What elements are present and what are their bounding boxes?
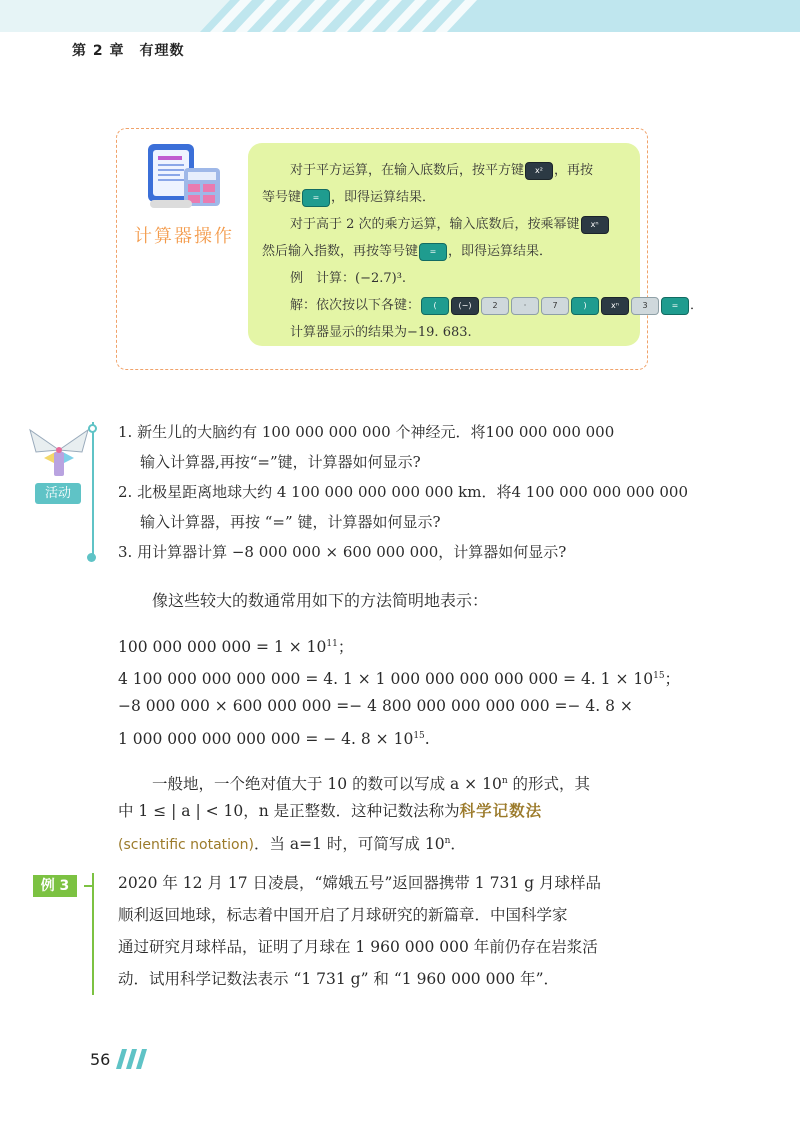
key-dot: · bbox=[511, 297, 539, 315]
scientific-notation-term: 科学记数法 bbox=[459, 802, 543, 820]
calculator-title: 计算器操作 bbox=[134, 226, 234, 247]
english-term: (scientific notation) bbox=[118, 837, 254, 854]
example-line-4: 动．试用科学记数法表示 “1 731 g” 和 “1 960 000 000 年”． bbox=[118, 970, 560, 988]
key-3: 3 bbox=[631, 297, 659, 315]
example-line-1: 2020 年 12 月 17 日凌晨，“嫦娥五号”返回器携带 1 731 g 月球样品 bbox=[118, 874, 601, 892]
key-close-paren: ) bbox=[571, 297, 599, 315]
activity-item-2-cont: 输入计算器，再按 “=” 键，计算器如何显示? bbox=[140, 513, 441, 531]
definition-line-2: 中 1 ≤ | a | < 10，n 是正整数．这种记数法称为科学记数法 bbox=[118, 802, 543, 820]
header-stripe-band bbox=[0, 0, 800, 32]
equation-1: 100 000 000 $000 = 1 \times 10^{11}$； bbox=[118, 638, 354, 657]
activity-rail-dot-top bbox=[88, 424, 97, 433]
example-line-2: 顺利返回地球，标志着中国开启了月球研究的新篇章．中国科学家 bbox=[118, 906, 568, 924]
equation-4: 1 000 000 000 000 000 = − 4. $8 \times 10^{15}$. bbox=[118, 730, 430, 749]
intro-text: 像这些较大的数通常用如下的方法简明地表示： bbox=[152, 591, 489, 610]
equals-key-2: = bbox=[419, 243, 447, 261]
equation-3: −8 000 000 × 600 000 000 =− 4 800 000 000 000 000 =− 4. 8 × bbox=[118, 697, 633, 715]
calc-line-6: 解：依次按以下各键： ( (−) 2 · 7 ) xⁿ 3 = ． bbox=[290, 298, 704, 313]
example-badge: 例 3 bbox=[33, 875, 77, 897]
key-power: xⁿ bbox=[601, 297, 629, 315]
power-key: xⁿ bbox=[581, 216, 609, 234]
key-7: 7 bbox=[541, 297, 569, 315]
example-rail-tick bbox=[84, 885, 94, 887]
key-2: 2 bbox=[481, 297, 509, 315]
calc-example: 例 计算：(−2.7)³. bbox=[290, 271, 407, 286]
activity-rail-dot-bottom bbox=[87, 553, 96, 562]
calc-line-1: 对于平方运算，在输入底数后，按平方键 x² ，再按 bbox=[290, 163, 594, 178]
calc-line-2: 等号键 = ，即得运算结果． bbox=[262, 190, 436, 205]
example-line-3: 通过研究月球样品，证明了月球在 1 960 000 000 年前仍存在岩浆活 bbox=[118, 938, 598, 956]
chapter-title: 第 2 章 有理数 bbox=[72, 43, 185, 59]
calc-line-4: 然后输入指数，再按等号键 = ，即得运算结果． bbox=[262, 244, 553, 259]
activity-rail bbox=[92, 422, 94, 560]
calculator-instructions bbox=[248, 143, 704, 346]
page-number-stripes-icon bbox=[116, 1049, 150, 1069]
activity-item-3: 3. 用计算器计算 −8 000 000 × 600 000 000，计算器如何显示? bbox=[118, 543, 567, 561]
calc-line-3: 对于高于 2 次的乘方运算，输入底数后，按乘幂键 xⁿ bbox=[290, 211, 610, 238]
activity-windmill-icon bbox=[26, 424, 92, 478]
definition-line-1: 一般地，一个绝对值大于 10 的数可以写成 $a \times 10^n$ 的形式，其 bbox=[152, 775, 591, 794]
key-open-paren: ( bbox=[421, 297, 449, 315]
page-number: 56 bbox=[90, 1050, 111, 1069]
equals-key: = bbox=[302, 189, 330, 207]
activity-badge: 活动 bbox=[35, 483, 81, 504]
activity-item-2: 2. 北极星距离地球大约 4 100 000 000 000 000 km．将4 100 000 000 000 000 bbox=[118, 483, 689, 501]
key-equals: = bbox=[661, 297, 689, 315]
calculator-illustration-icon bbox=[146, 140, 226, 212]
definition-line-3: (scientific notation)．当 a=1 时，可简写成 10$^n$． bbox=[118, 835, 466, 854]
example-rail bbox=[92, 873, 94, 995]
activity-item-1-cont: 输入计算器,再按“=”键，计算器如何显示? bbox=[140, 453, 421, 471]
key-negative: (−) bbox=[451, 297, 479, 315]
equation-2: 4 100 000 000 000 000 = 4. 1 × 1 000 000 000 000 000 = 4. $1 \times 10^{15}$； bbox=[118, 670, 681, 689]
calc-result: 计算器显示的结果为−19. 683. bbox=[290, 325, 472, 340]
activity-item-1: 1. 新生儿的大脑约有 100 000 000 000 个神经元．将100 000 000 000 bbox=[118, 423, 615, 441]
square-key: x² bbox=[525, 162, 553, 180]
